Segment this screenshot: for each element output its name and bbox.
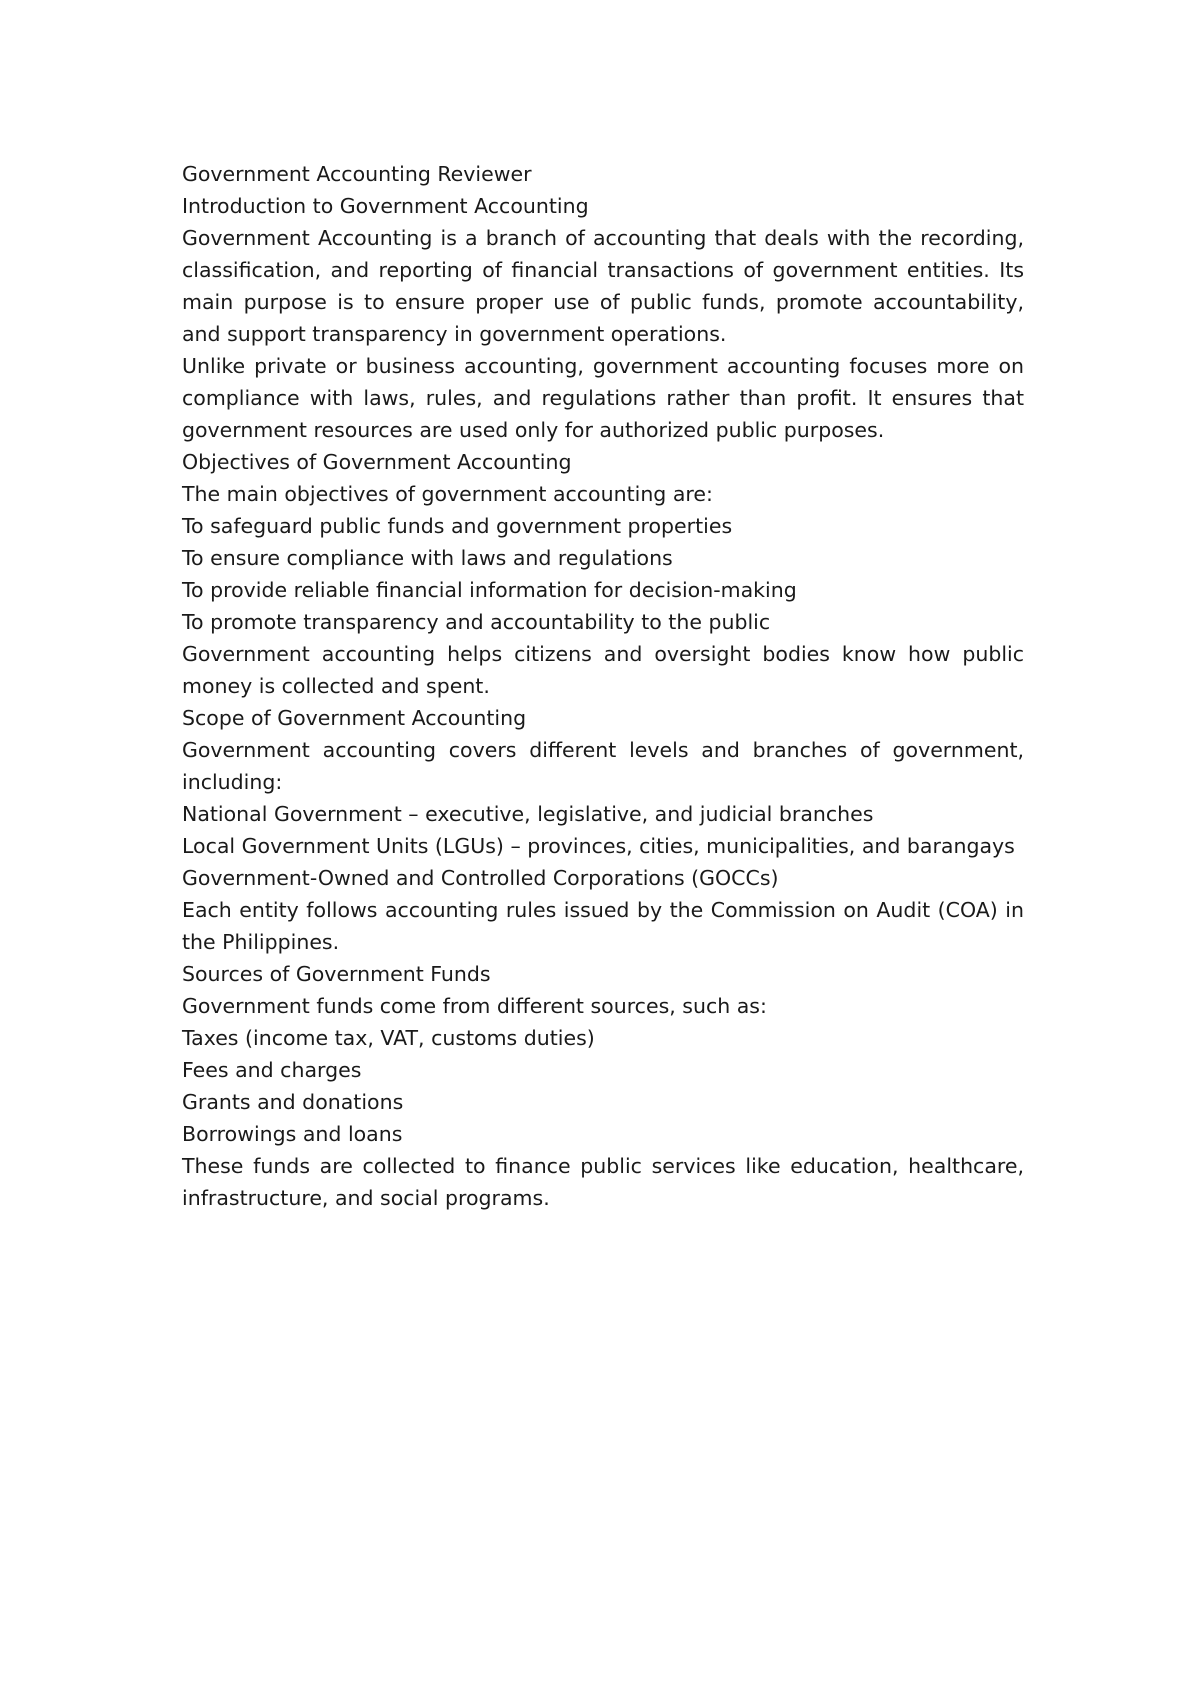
list-item: Government-Owned and Controlled Corporations (GOCCs) <box>182 866 779 890</box>
list-intro: Government funds come from different sources, such as: <box>182 994 767 1018</box>
list-item: Borrowings and loans <box>182 1122 403 1146</box>
list-item: To ensure compliance with laws and regulations <box>182 546 673 570</box>
list-item: Taxes (income tax, VAT, customs duties) <box>182 1026 595 1050</box>
paragraph: These funds are collected to finance public services like education, healthcare, infrastructure, and social programs. <box>182 1154 1024 1210</box>
list-item: National Government – executive, legislative, and judicial branches <box>182 802 874 826</box>
section-heading-scope: Scope of Government Accounting <box>182 706 527 730</box>
list-item: Grants and donations <box>182 1090 404 1114</box>
section-heading-sources: Sources of Government Funds <box>182 962 491 986</box>
paragraph: Each entity follows accounting rules issued by the Commission on Audit (COA) in the Philippines. <box>182 898 1024 954</box>
section-heading-introduction: Introduction to Government Accounting <box>182 194 589 218</box>
paragraph: Government Accounting is a branch of accounting that deals with the recording, classification, and reporting of financial transactions of government entities. Its main purpose is to ensure proper use of public funds, promote accountability, and support transparency in government operations. <box>182 226 1024 346</box>
list-intro: Government accounting covers different levels and branches of government, including: <box>182 738 1024 794</box>
list-item: To provide reliable financial information for decision-making <box>182 578 797 602</box>
list-item: Local Government Units (LGUs) – provinces, cities, municipalities, and barangays <box>182 834 1015 858</box>
document-title: Government Accounting Reviewer <box>182 162 532 186</box>
section-heading-objectives: Objectives of Government Accounting <box>182 450 572 474</box>
paragraph: Unlike private or business accounting, government accounting focuses more on compliance with laws, rules, and regulations rather than profit. It ensures that government resources are used only for authorized public purposes. <box>182 354 1024 442</box>
list-intro: The main objectives of government accounting are: <box>182 482 713 506</box>
list-item: Fees and charges <box>182 1058 362 1082</box>
list-item: To promote transparency and accountability to the public <box>182 610 771 634</box>
paragraph: Government accounting helps citizens and oversight bodies know how public money is collected and spent. <box>182 642 1024 698</box>
list-item: To safeguard public funds and government properties <box>182 514 733 538</box>
document-body <box>182 158 1024 1214</box>
